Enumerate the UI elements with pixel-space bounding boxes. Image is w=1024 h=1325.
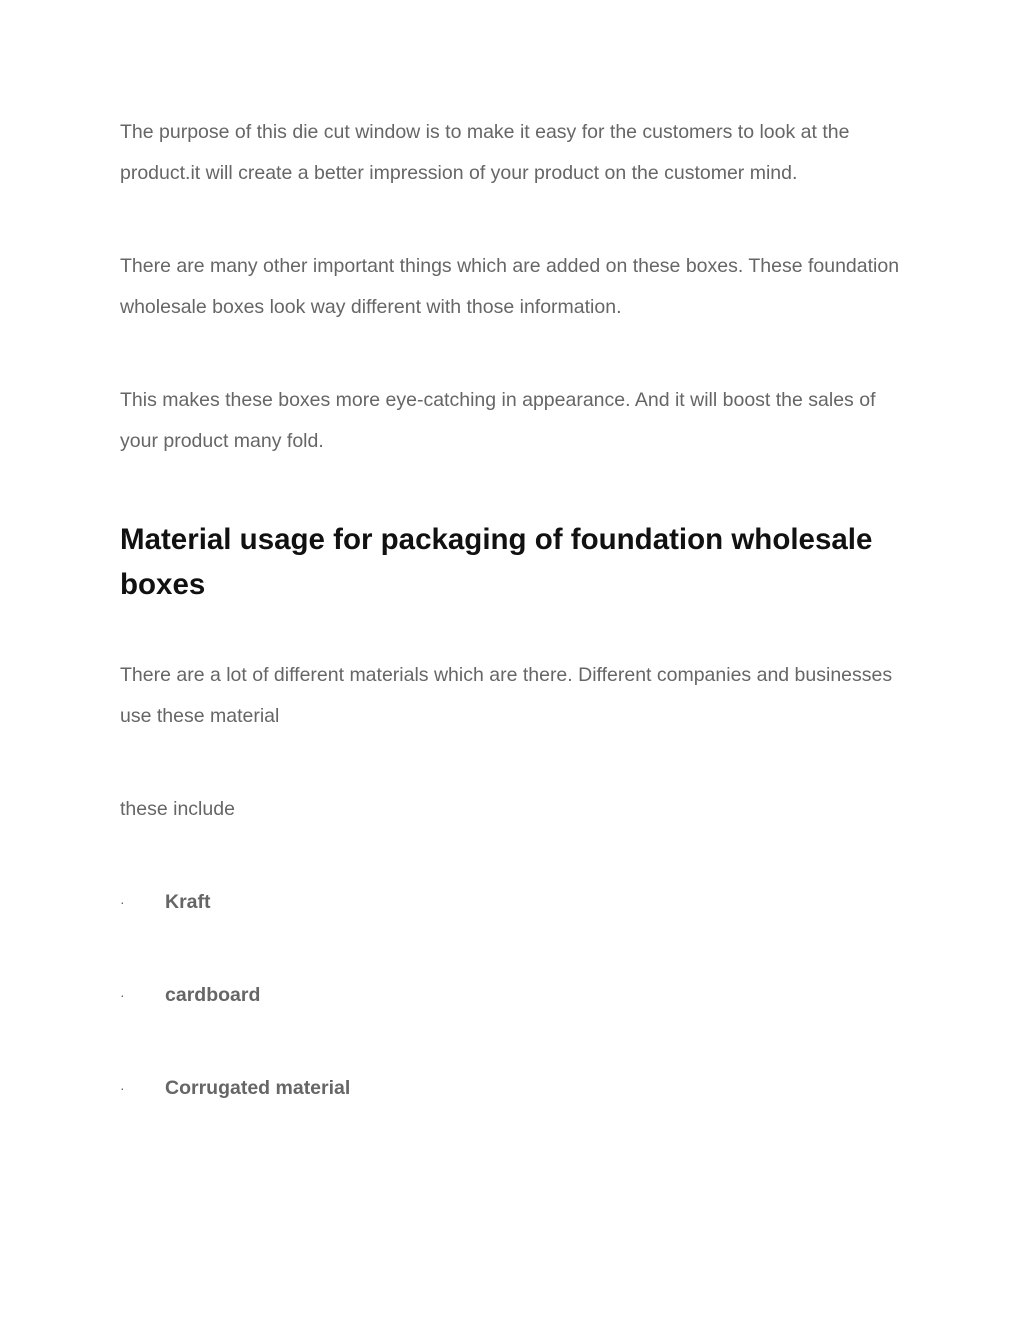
list-item-label: Kraft [165, 891, 211, 913]
list-item-label: cardboard [165, 984, 261, 1006]
list-item [120, 980, 620, 1010]
list-item-label: Corrugated material [165, 1077, 351, 1099]
paragraph-these-include: these include [120, 798, 235, 820]
paragraph-materials-intro: There are a lot of different materials which are there. Different companies and businesses use these material [120, 664, 893, 727]
section-heading: Material usage for packaging of foundation wholesale boxes [120, 523, 873, 601]
list-item [120, 887, 620, 917]
paragraph-die-cut-window: The purpose of this die cut window is to make it easy for the customers to look at the product.it will create a better impression of your product on the customer mind. [120, 121, 850, 184]
bullet-symbol: · [120, 987, 125, 1003]
paragraph-important-things: There are many other important things which are added on these boxes. These foundation wholesale boxes look way different with those information. [120, 255, 900, 318]
bullet-symbol: · [120, 894, 125, 910]
bullet-symbol: · [120, 1080, 125, 1096]
paragraph-eye-catching: This makes these boxes more eye-catching in appearance. And it will boost the sales of your product many fold. [120, 389, 876, 452]
list-item [120, 1073, 620, 1103]
